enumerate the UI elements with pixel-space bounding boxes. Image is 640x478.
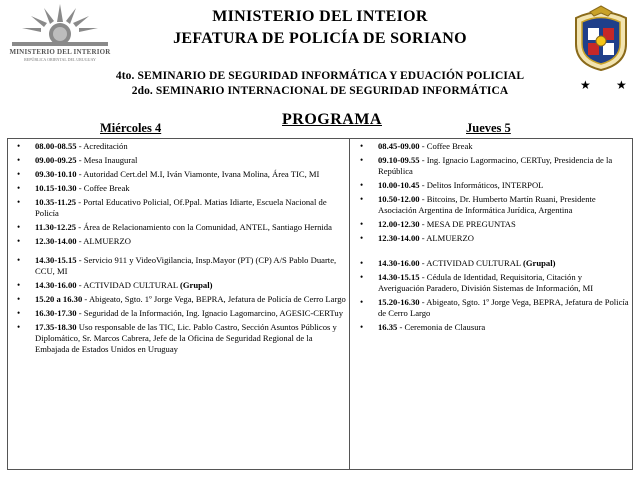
list-item: • 12.30-14.00 - ALMUERZO bbox=[351, 233, 629, 244]
star-icon: ★ bbox=[616, 78, 627, 92]
list-item: • 14.30-16.00 - ACTIVIDAD CULTURAL (Grupal) bbox=[8, 280, 346, 291]
list-item: • 10.35-11.25 - Portal Educativo Policial, Of.Ppal. Matias Idiarte, Escuela Nacional de Policía bbox=[8, 197, 346, 219]
list-item: • 09.10-09.55 - Ing. Ignacio Lagormacino, CERTuy, Presidencia de la República bbox=[351, 155, 629, 177]
list-item: • 15.20 a 16.30 - Abigeato, Sgto. 1º Jorge Vega, BEPRA, Jefatura de Policía de Cerro Largo bbox=[8, 294, 346, 305]
left-column bbox=[8, 141, 346, 358]
column-divider bbox=[349, 138, 350, 470]
list-item: • 17.35-18.30 Uso responsable de las TIC, Lic. Pablo Castro, Sección Asuntos Públicos y Diplomático, Sr. Marcos Cabrera, Jefe de la Oficina de Seguridad Regional de la Embajada de Estados Unidos en Uruguay bbox=[8, 322, 346, 355]
list-item: • 10.00-10.45 - Delitos Informáticos, INTERPOL bbox=[351, 180, 629, 191]
list-item: • 09.00-09.25 - Mesa Inaugural bbox=[8, 155, 346, 166]
list-item: • 10.15-10.30 - Coffee Break bbox=[8, 183, 346, 194]
day-header-right: Jueves 5 bbox=[466, 121, 511, 135]
ministry-logo bbox=[4, 2, 116, 64]
programa-title: PROGRAMA bbox=[282, 111, 382, 128]
crest-icon bbox=[568, 4, 634, 72]
list-item: • 08.00-08.55 - Acreditación bbox=[8, 141, 346, 152]
right-column bbox=[351, 141, 629, 336]
police-crest bbox=[568, 4, 634, 72]
day-header-left: Miércoles 4 bbox=[100, 121, 162, 135]
logo-text: MINISTERIO DEL INTERIOR bbox=[9, 48, 111, 56]
seminar-line-2: 2do. SEMINARIO INTERNACIONAL DE SEGURIDAD INFORMÁTICA bbox=[131, 85, 509, 97]
seminar-line-1: 4to. SEMINARIO DE SEGURIDAD INFORMÁTICA Y EDUACIÓN POLICIAL bbox=[115, 70, 525, 82]
list-item: • 12.00-12.30 - MESA DE PREGUNTAS bbox=[351, 219, 629, 230]
logo-subtext: REPÚBLICA ORIENTAL DEL URUGUAY bbox=[24, 57, 96, 62]
header-line-2: JEFATURA DE POLICÍA DE SORIANO bbox=[173, 30, 467, 47]
list-item: • 10.50-12.00 - Bitcoins, Dr. Humberto Martín Ruani, Presidente Asociación Argentina de Informática Jurídica, Argentina bbox=[351, 194, 629, 216]
list-item: • 14.30-15.15 - Cédula de Identidad, Requisitoria, Citación y Averiguación Paradero, División Sistemas de Información, MI bbox=[351, 272, 629, 294]
header-line-1: MINISTERIO DEL INTEIOR bbox=[212, 8, 428, 25]
list-item: • 14.30-15.15 - Servicio 911 y VideoVigilancia, Insp.Mayor (PT) (CP) A/S Pablo Duarte, CCU, MI bbox=[8, 255, 346, 277]
sun-emblem-icon bbox=[4, 2, 116, 48]
list-item: • 14.30-16.00 - ACTIVIDAD CULTURAL (Grupal) bbox=[351, 258, 629, 269]
list-item: • 16.35 - Ceremonia de Clausura bbox=[351, 322, 629, 333]
list-item: • 16.30-17.30 - Seguridad de la Información, Ing. Ignacio Lagomarcino, AGESIC-CERTuy bbox=[8, 308, 346, 319]
list-item: • 09.30-10.10 - Autoridad Cert.del M.I, Iván Viamonte, Ivana Molina, Área TIC, MI bbox=[8, 169, 346, 180]
list-item: • 11.30-12.25 - Área de Relacionamiento con la Comunidad, ANTEL, Santiago Hernida bbox=[8, 222, 346, 233]
star-icon: ★ bbox=[580, 78, 591, 92]
list-item: • 15.20-16.30 - Abigeato, Sgto. 1º Jorge Vega, BEPRA, Jefatura de Policía de Cerro Largo bbox=[351, 297, 629, 319]
list-item: • 08.45-09.00 - Coffee Break bbox=[351, 141, 629, 152]
list-item: • 12.30-14.00 - ALMUERZO bbox=[8, 236, 346, 247]
